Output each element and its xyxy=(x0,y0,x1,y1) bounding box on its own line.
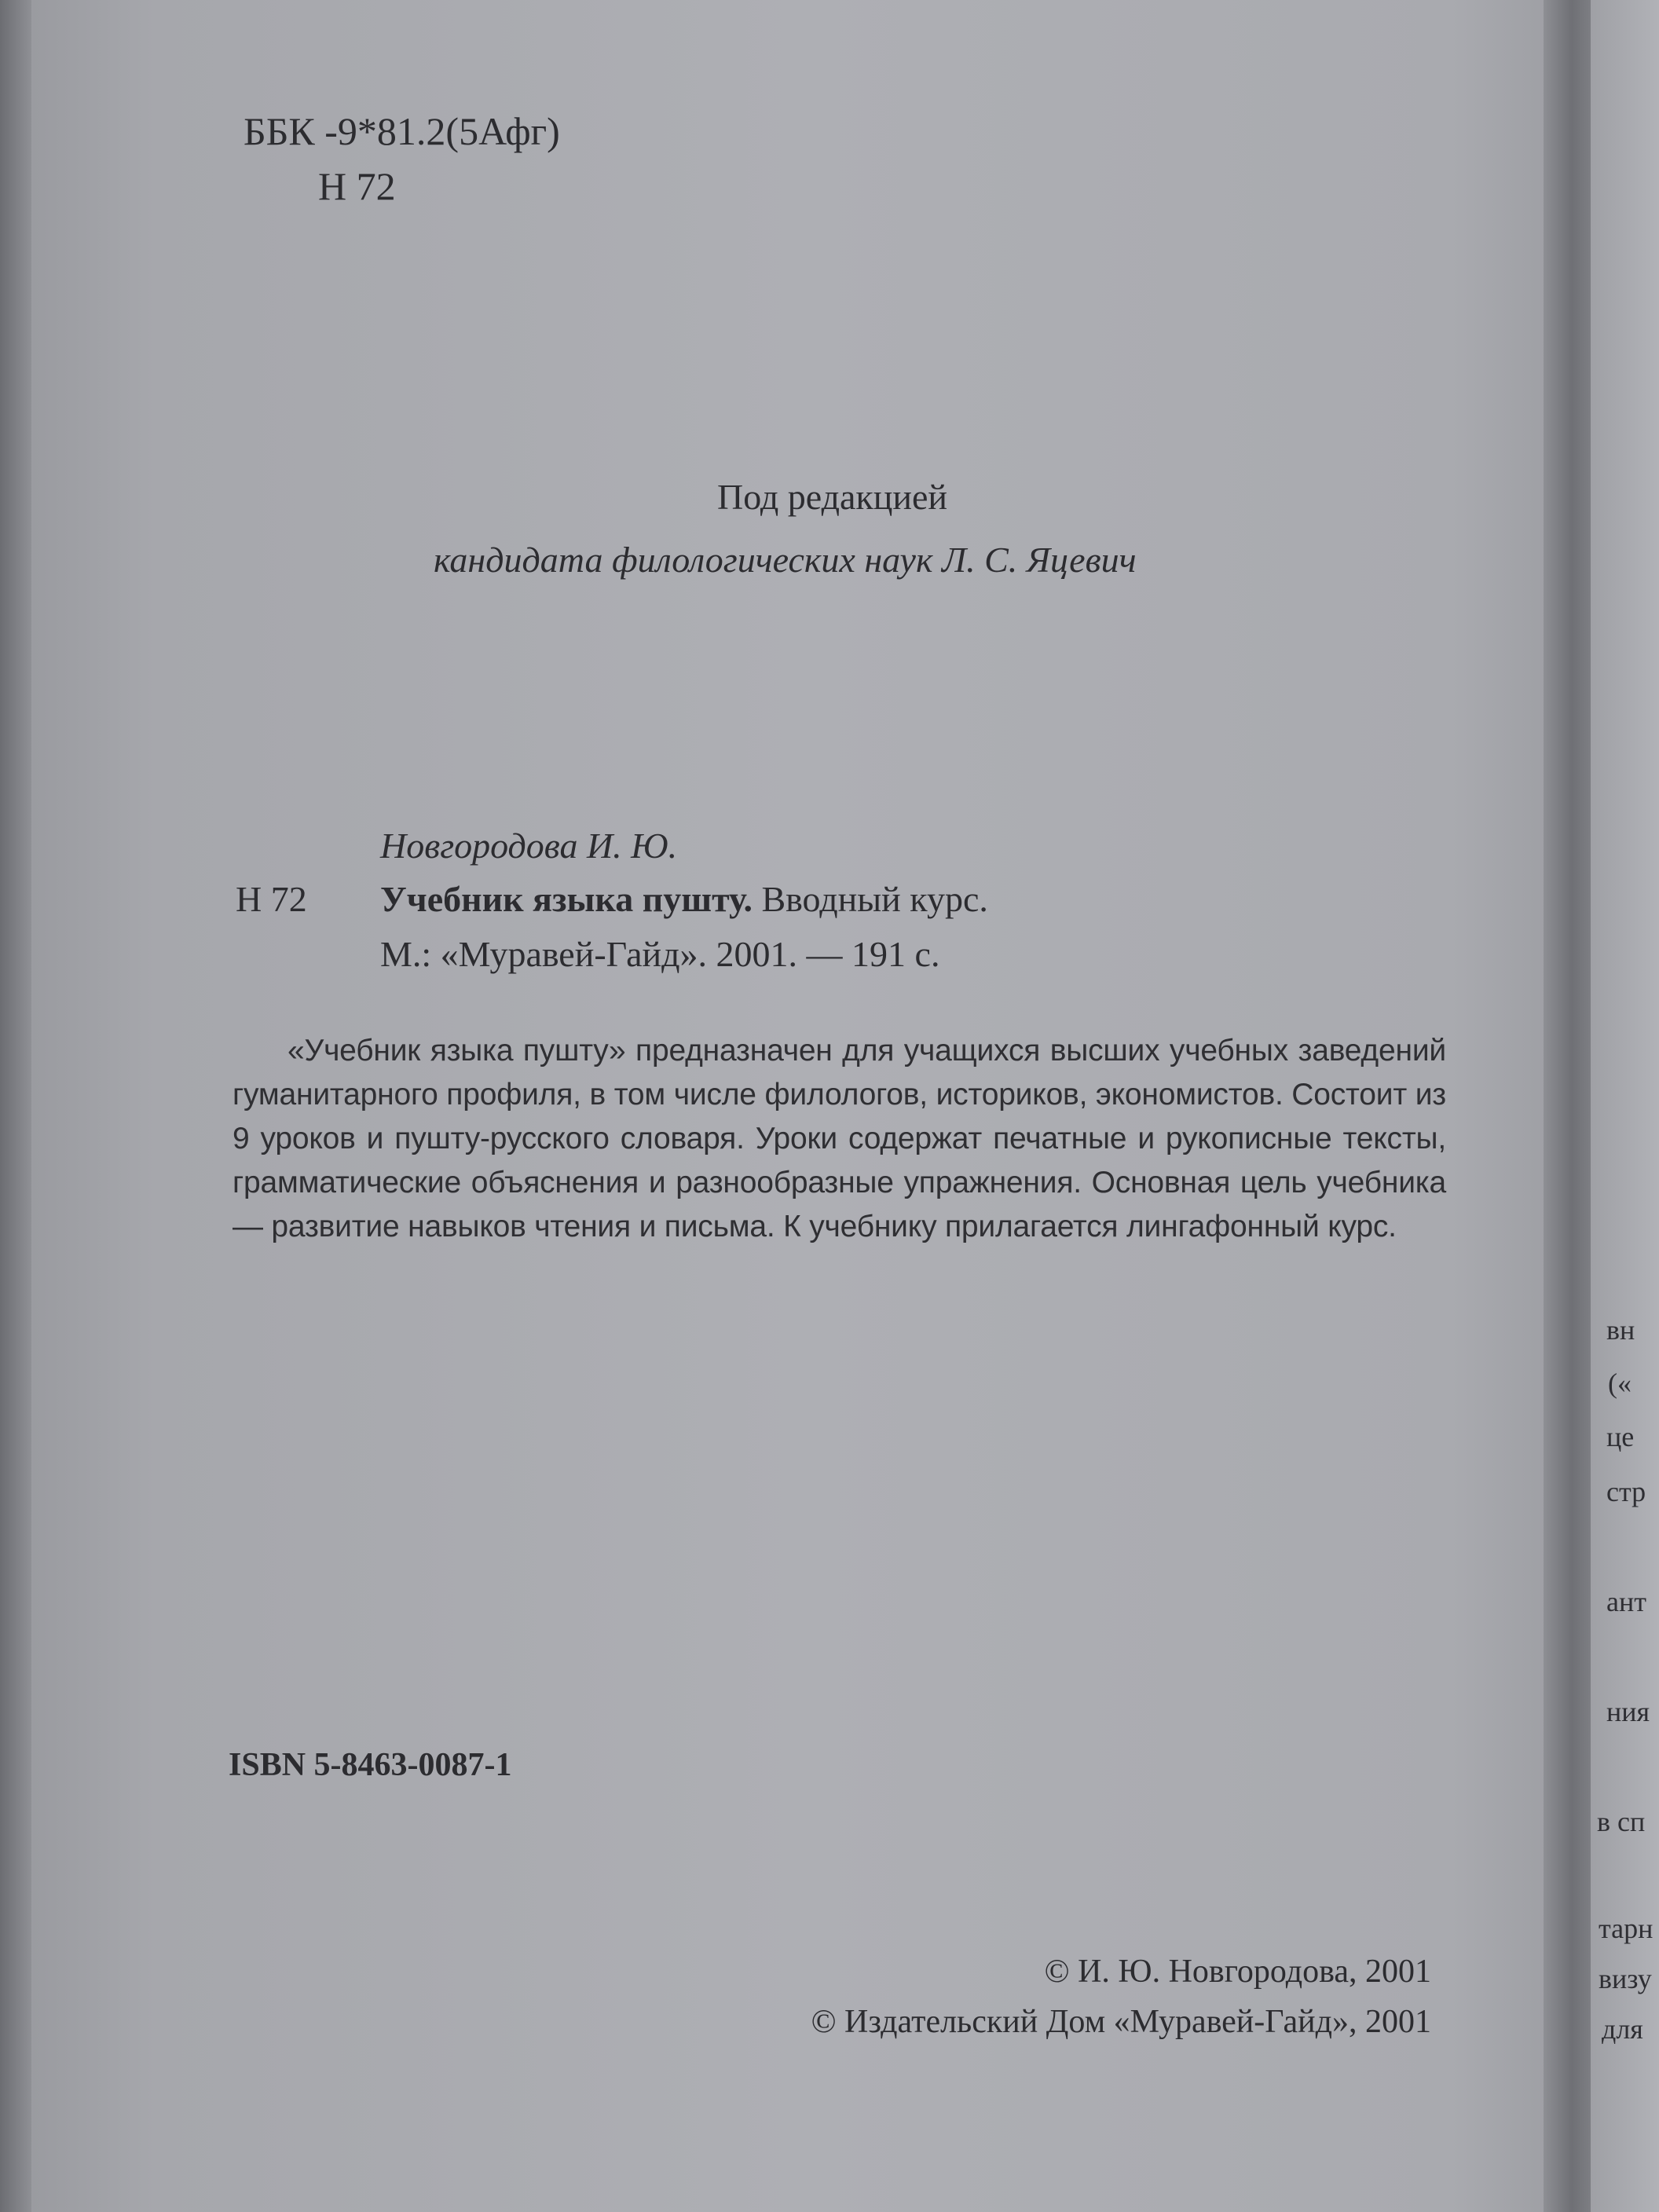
entry-author: Новгородова И. Ю. xyxy=(380,826,678,866)
bbk-classification xyxy=(244,104,560,214)
adjacent-page-fragment: вн xyxy=(1606,1314,1635,1346)
adjacent-page-fragment: ния xyxy=(1606,1696,1650,1727)
adjacent-page-fragment: це xyxy=(1606,1421,1635,1452)
editor-name: кандидата филологических наук Л. С. Яцевич xyxy=(434,540,1137,580)
adjacent-page-fragment: стр xyxy=(1606,1476,1646,1507)
book-edge-left xyxy=(0,0,31,2212)
annotation-paragraph: «Учебник языка пушту» предназначен для учащихся высших учебных заведений гуманитарного профиля, в том числе филологов, историков, экономистов. Состоит из 9 уроков и пушту-русского словаря. Уроки содержат печатные и рукописные тексты, грамматические объяснения и разнообразные упражнения. Основная цель учебника — развитие навыков чтения и письма. К учебнику прилагается лингафонный курс. xyxy=(233,1034,1446,1243)
entry-title-bold: Учебник языка пушту. xyxy=(380,879,753,919)
adjacent-page-fragment: (« xyxy=(1608,1368,1632,1399)
copyright-publisher: © Издательский Дом «Муравей-Гайд», 2001 xyxy=(811,2004,1431,2040)
isbn: ISBN 5-8463-0087-1 xyxy=(229,1747,512,1783)
adjacent-page xyxy=(1591,0,1659,2212)
adjacent-page-fragment: тарн xyxy=(1599,1913,1654,1944)
book-gutter xyxy=(1544,0,1591,2212)
entry-imprint: М.: «Муравей-Гайд». 2001. — 191 с. xyxy=(380,934,940,974)
adjacent-page-fragment: для xyxy=(1602,2013,1643,2045)
bbk-code: ББК -9*81.2(5Афг) xyxy=(244,109,560,153)
editor-heading: Под редакцией xyxy=(717,477,948,517)
adjacent-page-fragment: визу xyxy=(1599,1963,1652,1994)
copyright-author: © И. Ю. Новгородова, 2001 xyxy=(1044,1954,1431,1990)
entry-title-rest: Вводный курс. xyxy=(752,879,988,919)
adjacent-page-fragment: в сп xyxy=(1597,1806,1646,1837)
copyright-notice xyxy=(811,1946,1431,2047)
entry-code: Н 72 xyxy=(236,879,307,919)
author-mark: Н 72 xyxy=(318,164,396,208)
entry-title xyxy=(380,878,988,920)
adjacent-page-fragment: ант xyxy=(1606,1586,1646,1617)
